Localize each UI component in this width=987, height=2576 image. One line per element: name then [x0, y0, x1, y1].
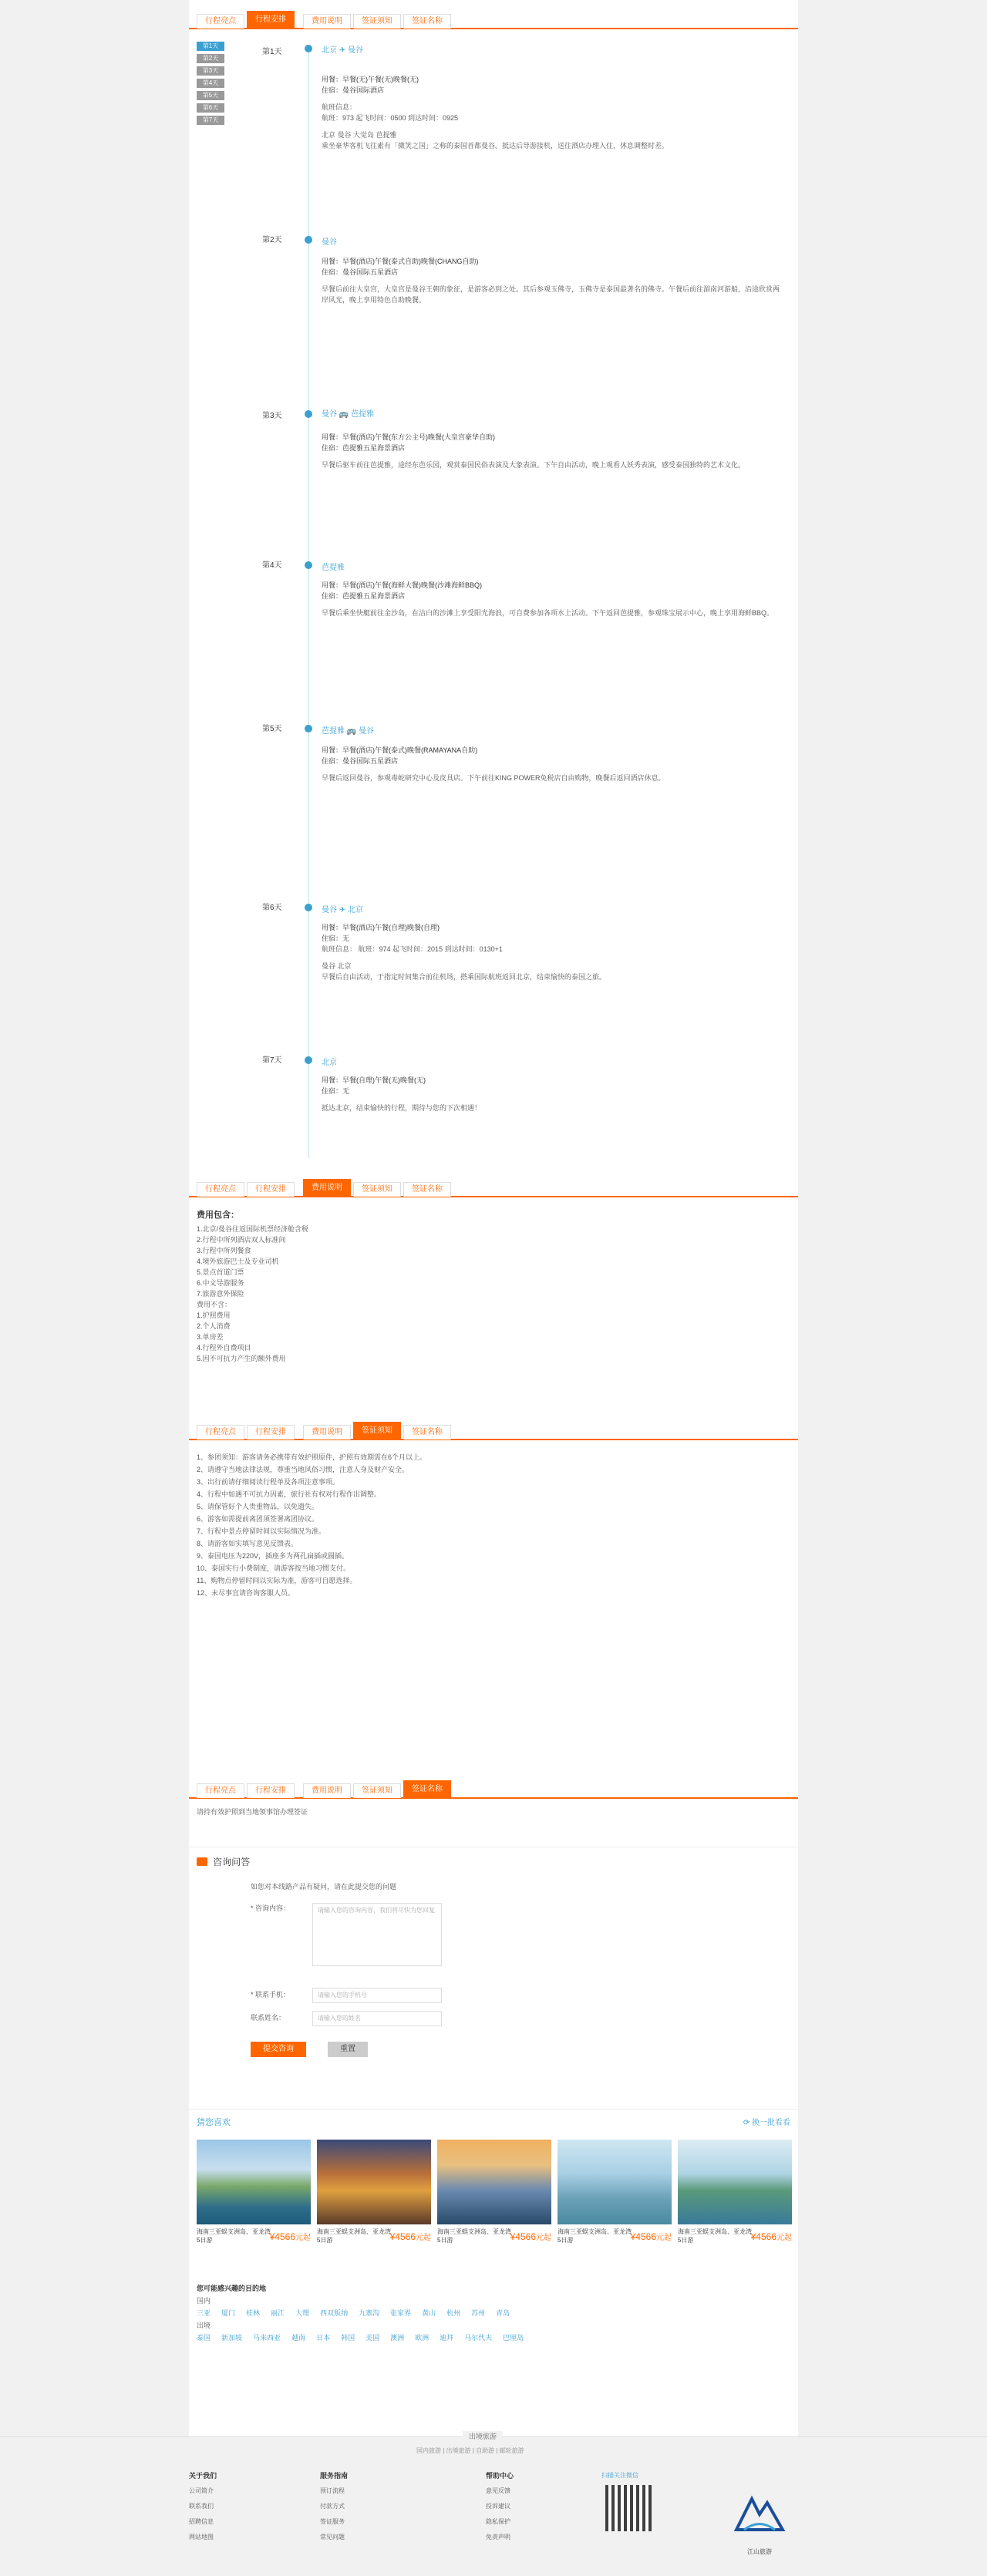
footer-col-link[interactable]: 签证服务 — [320, 2518, 345, 2525]
footer-col — [320, 2468, 348, 2545]
fee-line: 4.行程外自费项目 — [197, 1344, 251, 1352]
tab-fees[interactable]: 费用说明 — [303, 1425, 351, 1440]
tab-visa-notes[interactable]: 签证须知 — [353, 1182, 401, 1197]
day-flight: 航班信息： — [322, 103, 357, 111]
day-route: 芭提雅 🚌 曼谷 — [322, 727, 375, 736]
tour-price: ¥4566元起 — [750, 2231, 792, 2242]
brand-logo-text: 江山旅游 — [747, 2548, 772, 2555]
visa-section — [189, 1777, 798, 1817]
day-description: 早餐后前往大皇宫，大皇宫是曼谷王朝的象征，是游客必到之处。其后参观玉佛寺，玉佛寺是泰国最著名的佛寺。午餐后前往湄南河游船，沿途欣赏两岸风光，晚上享用特色自助晚餐。 — [322, 285, 780, 304]
day-nav-item[interactable]: 第4天 — [197, 79, 224, 88]
notice-section — [189, 1419, 798, 1599]
tab-highlights[interactable]: 行程亮点 — [197, 14, 244, 29]
notice-line: 1、参团须知：游客请务必携带有效护照原件，护照有效期需在6个月以上。 — [197, 1453, 427, 1461]
hot-row1-label: 国内 — [197, 2297, 211, 2305]
footer-col-title: 服务指南 — [320, 2472, 349, 2480]
fee-line: 1.护照费用 — [197, 1312, 231, 1319]
tab-itinerary[interactable]: 行程安排 — [247, 1783, 295, 1798]
day-body — [322, 745, 780, 790]
footer-link[interactable]: 邮轮旅游 — [499, 2447, 524, 2454]
footer-col — [486, 2468, 514, 2545]
day-cities: 北京 曼谷 大觉岛 芭提雅 — [322, 131, 397, 139]
notice-line: 12、未尽事宜请咨询客服人员。 — [197, 1589, 295, 1597]
question-textarea[interactable]: 请输入您的咨询内容，我们将尽快为您回复 — [312, 1903, 442, 1966]
footer-col-title: 帮助中心 — [486, 2472, 514, 2480]
notice-line: 11、购物点停留时间以实际为准，游客可自愿选择。 — [197, 1577, 357, 1584]
destination-link[interactable]: 西双版纳 — [320, 2309, 349, 2317]
refresh-button[interactable] — [743, 2116, 790, 2127]
footer-col — [189, 2468, 217, 2545]
day-nav-item[interactable]: 第6天 — [197, 103, 224, 113]
fee-line: 3.行程中所列餐食 — [197, 1247, 251, 1254]
day-description: 早餐后自由活动，于指定时间集合前往机场，搭乘国际航班返回北京，结束愉快的泰国之旅。 — [322, 973, 607, 981]
visa-text: 请持有效护照到当地领事馆办理签证 — [197, 1808, 308, 1816]
reset-button[interactable]: 重置 — [328, 2042, 368, 2057]
fee-line: 4.境外旅游巴士及专业司机 — [197, 1258, 279, 1265]
day-meals: 用餐：早餐(酒店)午餐(泰式)晚餐(RAMAYANA自助) — [322, 746, 478, 754]
recommend-card[interactable] — [317, 2140, 431, 2244]
footer-col-link[interactable]: 公司简介 — [189, 2487, 214, 2494]
destination-link[interactable]: 黄山 — [422, 2309, 436, 2317]
day-body — [322, 256, 780, 311]
day-description: 早餐后乘坐快艇前往金沙岛，在洁白的沙滩上享受阳光海浪，可自费参加各项水上活动。下午返回芭提雅，参观珠宝展示中心，晚上享用海鲜BBQ。 — [322, 609, 774, 617]
destination-link[interactable]: 丽江 — [271, 2309, 285, 2317]
tour-price-value: 4566 — [635, 2231, 656, 2242]
phone-label: * 联系手机： — [251, 1991, 291, 1999]
tab-visa-name[interactable]: 签证名称 — [403, 1182, 451, 1197]
tab-highlights[interactable]: 行程亮点 — [197, 1182, 244, 1197]
destination-link[interactable]: 大理 — [295, 2309, 310, 2317]
timeline-dot — [305, 45, 312, 52]
destination-link[interactable]: 张家界 — [390, 2309, 412, 2317]
day-flight: 航班信息： — [322, 945, 357, 953]
tab-highlights[interactable]: 行程亮点 — [197, 1783, 244, 1798]
destination-link[interactable]: 三亚 — [197, 2309, 211, 2317]
destination-link[interactable]: 美国 — [365, 2334, 380, 2342]
name-input[interactable]: 请输入您的姓名 — [312, 2011, 442, 2026]
footer-badge: 出境旅游 — [463, 2431, 503, 2441]
notice-line: 9、泰国电压为220V，插座多为两孔扁插或圆插。 — [197, 1552, 349, 1560]
notice-line: 6、游客如需提前离团须签署离团协议。 — [197, 1515, 319, 1523]
day-cities: 曼谷 北京 — [322, 962, 352, 970]
destination-link[interactable]: 马尔代夫 — [464, 2334, 493, 2342]
day-label: 第7天 — [262, 1056, 282, 1065]
tab-itinerary[interactable]: 行程安排 — [247, 1425, 295, 1440]
destination-link[interactable]: 越南 — [291, 2334, 306, 2342]
tour-title: 海南三亚蜈支洲岛、亚龙湾5日游 — [558, 2228, 632, 2244]
fee-line: 5.景点首道门票 — [197, 1268, 244, 1276]
day-route: 芭提雅 — [322, 564, 345, 572]
tour-title: 海南三亚蜈支洲岛、亚龙湾5日游 — [317, 2228, 391, 2244]
day-description: 乘坐豪华客机飞往素有「微笑之国」之称的泰国首都曼谷。抵达后导游接机，送往酒店办理入住，休息调整时差。 — [322, 142, 669, 150]
day-route: 曼谷 ✈ 北京 — [322, 906, 363, 914]
day-label: 第1天 — [262, 48, 282, 56]
fee-line: 2.行程中所列酒店双人标准间 — [197, 1236, 286, 1244]
timeline-dot — [305, 1056, 312, 1064]
tour-photo — [678, 2140, 792, 2224]
fee-line: 2.个人消费 — [197, 1322, 231, 1330]
hot-title: 您可能感兴趣的目的地 — [197, 2285, 267, 2292]
day-nav-item[interactable]: 第1天 — [197, 42, 224, 51]
timeline-dot — [305, 904, 312, 911]
timeline-dot — [305, 561, 312, 569]
notice-line: 2、请遵守当地法律法规，尊重当地风俗习惯，注意人身及财产安全。 — [197, 1466, 409, 1473]
recommend-card[interactable] — [558, 2140, 672, 2244]
day-meals: 用餐：早餐(酒店)午餐(自理)晚餐(自理) — [322, 924, 440, 931]
tab-visa-name[interactable]: 签证名称 — [403, 1425, 451, 1440]
tab-itinerary[interactable]: 行程安排 — [247, 1182, 295, 1197]
notice-line: 7、行程中景点停留时间以实际情况为准。 — [197, 1527, 326, 1535]
footer-col-link[interactable]: 免责声明 — [486, 2534, 510, 2541]
footer-link[interactable]: 国内旅游 — [416, 2447, 441, 2454]
footer-col-link[interactable]: 网站地图 — [189, 2534, 214, 2541]
footer-col-link[interactable]: 付款方式 — [320, 2503, 345, 2510]
destination-link[interactable]: 欧洲 — [415, 2334, 429, 2342]
destination-link[interactable]: 厦门 — [221, 2309, 236, 2317]
recommend-title: 猜您喜欢 — [197, 2118, 231, 2127]
notice-tabbar — [189, 1419, 798, 1440]
footer — [0, 2433, 987, 2576]
footer-col-link[interactable]: 投诉建议 — [486, 2503, 510, 2510]
day-route: 北京 ✈ 曼谷 — [322, 46, 363, 55]
day-nav-item[interactable]: 第2天 — [197, 54, 224, 63]
top-tabbar — [189, 0, 798, 29]
qr-code — [605, 2485, 652, 2531]
destination-link[interactable]: 泰国 — [197, 2334, 211, 2342]
day-nav-item[interactable]: 第3天 — [197, 66, 224, 76]
destination-link[interactable]: 马来西亚 — [253, 2334, 281, 2342]
chat-icon — [197, 1857, 207, 1866]
footer-link[interactable]: 出境旅游 — [446, 2447, 471, 2454]
day-flight-detail: 航班：973 起飞时间：0500 到达时间：0925 — [322, 114, 459, 122]
day-body — [322, 74, 780, 157]
consult-subtitle: 如您对本线路产品有疑问，请在此提交您的问题 — [251, 1883, 397, 1891]
destination-link[interactable]: 澳洲 — [390, 2334, 405, 2342]
tab-fees[interactable]: 费用说明 — [303, 1179, 351, 1197]
fee-line: 3.单房差 — [197, 1333, 224, 1341]
tab-visa-name[interactable]: 签证名称 — [403, 1780, 451, 1798]
day-body — [322, 432, 780, 476]
tour-title: 海南三亚蜈支洲岛、亚龙湾5日游 — [197, 2228, 271, 2244]
day-label: 第2天 — [262, 236, 282, 244]
hot-row-outbound — [197, 2332, 806, 2344]
day-label: 第6天 — [262, 904, 282, 912]
destination-link[interactable]: 迪拜 — [440, 2334, 454, 2342]
footer-col-link[interactable]: 意见反馈 — [486, 2487, 510, 2494]
tab-visa-notes[interactable]: 签证须知 — [353, 1783, 401, 1798]
tour-photo — [197, 2140, 311, 2224]
fee-section — [189, 1176, 798, 1364]
tab-visa-notes[interactable]: 签证须知 — [353, 1422, 401, 1440]
consult-title: 咨询问答 — [213, 1857, 251, 1867]
day-meals: 用餐：早餐(自理)午餐(无)晚餐(无) — [322, 1076, 426, 1084]
name-label: 联系姓名： — [251, 2014, 286, 2022]
tour-title: 海南三亚蜈支洲岛、亚龙湾5日游 — [678, 2228, 752, 2244]
footer-col-title: 关于我们 — [189, 2472, 217, 2480]
day-meals: 用餐：早餐(无)午餐(无)晚餐(无) — [322, 76, 419, 83]
destination-link[interactable]: 巴厘岛 — [503, 2334, 524, 2342]
day-label: 第3天 — [262, 412, 282, 420]
tab-itinerary[interactable]: 行程安排 — [247, 11, 295, 29]
notice-line: 3、出行前请仔细阅读行程单及各项注意事项。 — [197, 1478, 340, 1486]
fee-lines — [197, 1224, 790, 1364]
submit-button[interactable]: 提交咨询 — [251, 2042, 306, 2057]
fee-line: 费用不含： — [197, 1301, 232, 1308]
refresh-icon: ⟳ — [743, 2119, 750, 2127]
footer-link[interactable]: 自助游 — [476, 2447, 495, 2454]
phone-input[interactable]: 请输入您的手机号 — [312, 1988, 442, 2003]
notice-lines — [189, 1440, 798, 1599]
destination-link[interactable]: 新加坡 — [221, 2334, 243, 2342]
day-meals: 用餐：早餐(酒店)午餐(泰式自助)晚餐(CHANG自助) — [322, 258, 479, 265]
day-hotel: 住宿：无 — [322, 934, 350, 942]
tour-title: 海南三亚蜈支洲岛、亚龙湾5日游 — [437, 2228, 511, 2244]
price-unit: 元起 — [416, 2234, 431, 2242]
timeline-dot — [305, 725, 312, 732]
day-route: 曼谷 — [322, 238, 337, 247]
fee-tabbar — [189, 1176, 798, 1197]
timeline-line — [308, 48, 309, 1158]
hot-row2-label: 出境 — [197, 2322, 211, 2329]
notice-line: 4、行程中如遇不可抗力因素，旅行社有权对行程作出调整。 — [197, 1490, 382, 1498]
day-body — [322, 580, 780, 625]
footer-col-link[interactable]: 预订流程 — [320, 2487, 345, 2494]
destination-link[interactable]: 韩国 — [341, 2334, 355, 2342]
tour-price: ¥4566元起 — [389, 2231, 431, 2242]
tab-visa-name[interactable]: 签证名称 — [403, 14, 451, 29]
day-flight-detail: 航班：974 起飞时间：2015 到达时间：0130+1 — [358, 945, 503, 953]
notice-line: 5、请保管好个人贵重物品，以免遗失。 — [197, 1503, 319, 1510]
footer-col-link[interactable]: 隐私保护 — [486, 2518, 510, 2525]
day-nav-item[interactable]: 第7天 — [197, 116, 224, 125]
tour-price: ¥4566元起 — [630, 2231, 672, 2242]
destination-link[interactable]: 苏州 — [471, 2309, 486, 2317]
fee-line: 7.旅游意外保险 — [197, 1290, 244, 1298]
price-unit: 元起 — [295, 2234, 311, 2242]
tour-price-value: 4566 — [515, 2231, 536, 2242]
fee-title: 费用包含： — [197, 1211, 239, 1220]
price-unit: 元起 — [656, 2234, 672, 2242]
day-description: 早餐后返回曼谷，参观毒蛇研究中心及皮具店。下午前往KING POWER免税店自由购物，晚餐后返回酒店休息。 — [322, 774, 665, 782]
brand-logo — [729, 2483, 790, 2555]
day-route: 曼谷 🚌 芭提雅 — [322, 410, 375, 419]
footer-col-link[interactable]: 招聘信息 — [189, 2518, 214, 2525]
day-nav — [197, 42, 227, 128]
fee-line: 1.北京/曼谷往返国际机票经济舱含税 — [197, 1225, 309, 1233]
day-meals: 用餐：早餐(酒店)午餐(海鲜大餐)晚餐(沙滩海鲜BBQ) — [322, 581, 482, 589]
recommend-card[interactable] — [678, 2140, 792, 2244]
tab-highlights[interactable]: 行程亮点 — [197, 1425, 244, 1440]
tour-price: ¥4566元起 — [510, 2231, 551, 2242]
price-unit: 元起 — [776, 2234, 792, 2242]
tour-price-value: 4566 — [756, 2231, 776, 2242]
footer-links: 国内旅游 | 出境旅游 | 自助游 | 邮轮旅游 — [416, 2447, 524, 2454]
day-label: 第5天 — [262, 725, 282, 733]
page-container — [189, 0, 798, 2436]
hot-destinations — [189, 2282, 814, 2344]
fee-line: 6.中文导游服务 — [197, 1279, 244, 1287]
notice-line: 10、泰国实行小费制度，请游客按当地习惯支付。 — [197, 1564, 351, 1572]
day-description: 抵达北京，结束愉快的行程，期待与您的下次相遇！ — [322, 1104, 482, 1112]
day-hotel: 住宿：芭提雅五星海景酒店 — [322, 592, 406, 600]
day-meals: 用餐：早餐(酒店)午餐(东方公主号)晚餐(大皇宫豪华自助) — [322, 433, 495, 441]
day-body — [322, 922, 780, 988]
day-hotel: 住宿：芭提雅五星海景酒店 — [322, 444, 406, 452]
question-label: * 咨询内容： — [251, 1904, 291, 1912]
recommend-card[interactable] — [197, 2140, 311, 2244]
tour-price-value: 4566 — [275, 2231, 295, 2242]
day-nav-item[interactable]: 第5天 — [197, 91, 224, 100]
day-hotel: 住宿：无 — [322, 1087, 350, 1095]
notice-line: 8、请游客如实填写意见反馈表。 — [197, 1540, 298, 1547]
day-description: 早餐后驱车前往芭提雅，途经东芭乐园，观赏泰国民俗表演及大象表演。下午自由活动，晚上观看人妖秀表演，感受泰国独特的艺术文化。 — [322, 461, 746, 469]
destination-link[interactable]: 九寨沟 — [359, 2309, 380, 2317]
footer-col-link[interactable]: 联系我们 — [189, 2503, 214, 2510]
day-hotel: 住宿：曼谷国际五星酒店 — [322, 757, 399, 765]
day-body — [322, 1075, 780, 1120]
destination-link[interactable]: 青岛 — [496, 2309, 510, 2317]
refresh-label: 换一批看看 — [752, 2119, 790, 2127]
day-hotel: 住宿：曼谷国际五星酒店 — [322, 268, 399, 276]
tour-price-value: 4566 — [395, 2231, 416, 2242]
tab-fees[interactable]: 费用说明 — [303, 14, 351, 29]
tour-price: ¥4566元起 — [269, 2231, 311, 2242]
qr-label: 扫描关注微信 — [601, 2472, 638, 2479]
destination-link[interactable]: 杭州 — [446, 2309, 461, 2317]
timeline-dot — [305, 236, 312, 244]
day-hotel: 住宿：曼谷国际酒店 — [322, 86, 385, 94]
visa-tabbar — [189, 1777, 798, 1799]
tour-photo — [558, 2140, 672, 2224]
destination-link[interactable]: 桂林 — [246, 2309, 261, 2317]
tab-visa-notes[interactable]: 签证须知 — [353, 14, 401, 29]
day-label: 第4天 — [262, 561, 282, 570]
price-unit: 元起 — [536, 2234, 551, 2242]
timeline-dot — [305, 410, 312, 418]
footer-col-link[interactable]: 常见问题 — [320, 2534, 345, 2541]
recommend-card[interactable] — [437, 2140, 551, 2244]
tour-photo — [317, 2140, 431, 2224]
fee-line: 5.因不可抗力产生的额外费用 — [197, 1355, 286, 1362]
destination-link[interactable]: 日本 — [316, 2334, 331, 2342]
day-route: 北京 — [322, 1059, 337, 1067]
hot-row-domestic — [197, 2307, 806, 2319]
consult-section — [189, 1847, 798, 2053]
tour-photo — [437, 2140, 551, 2224]
tab-fees[interactable]: 费用说明 — [303, 1783, 351, 1798]
